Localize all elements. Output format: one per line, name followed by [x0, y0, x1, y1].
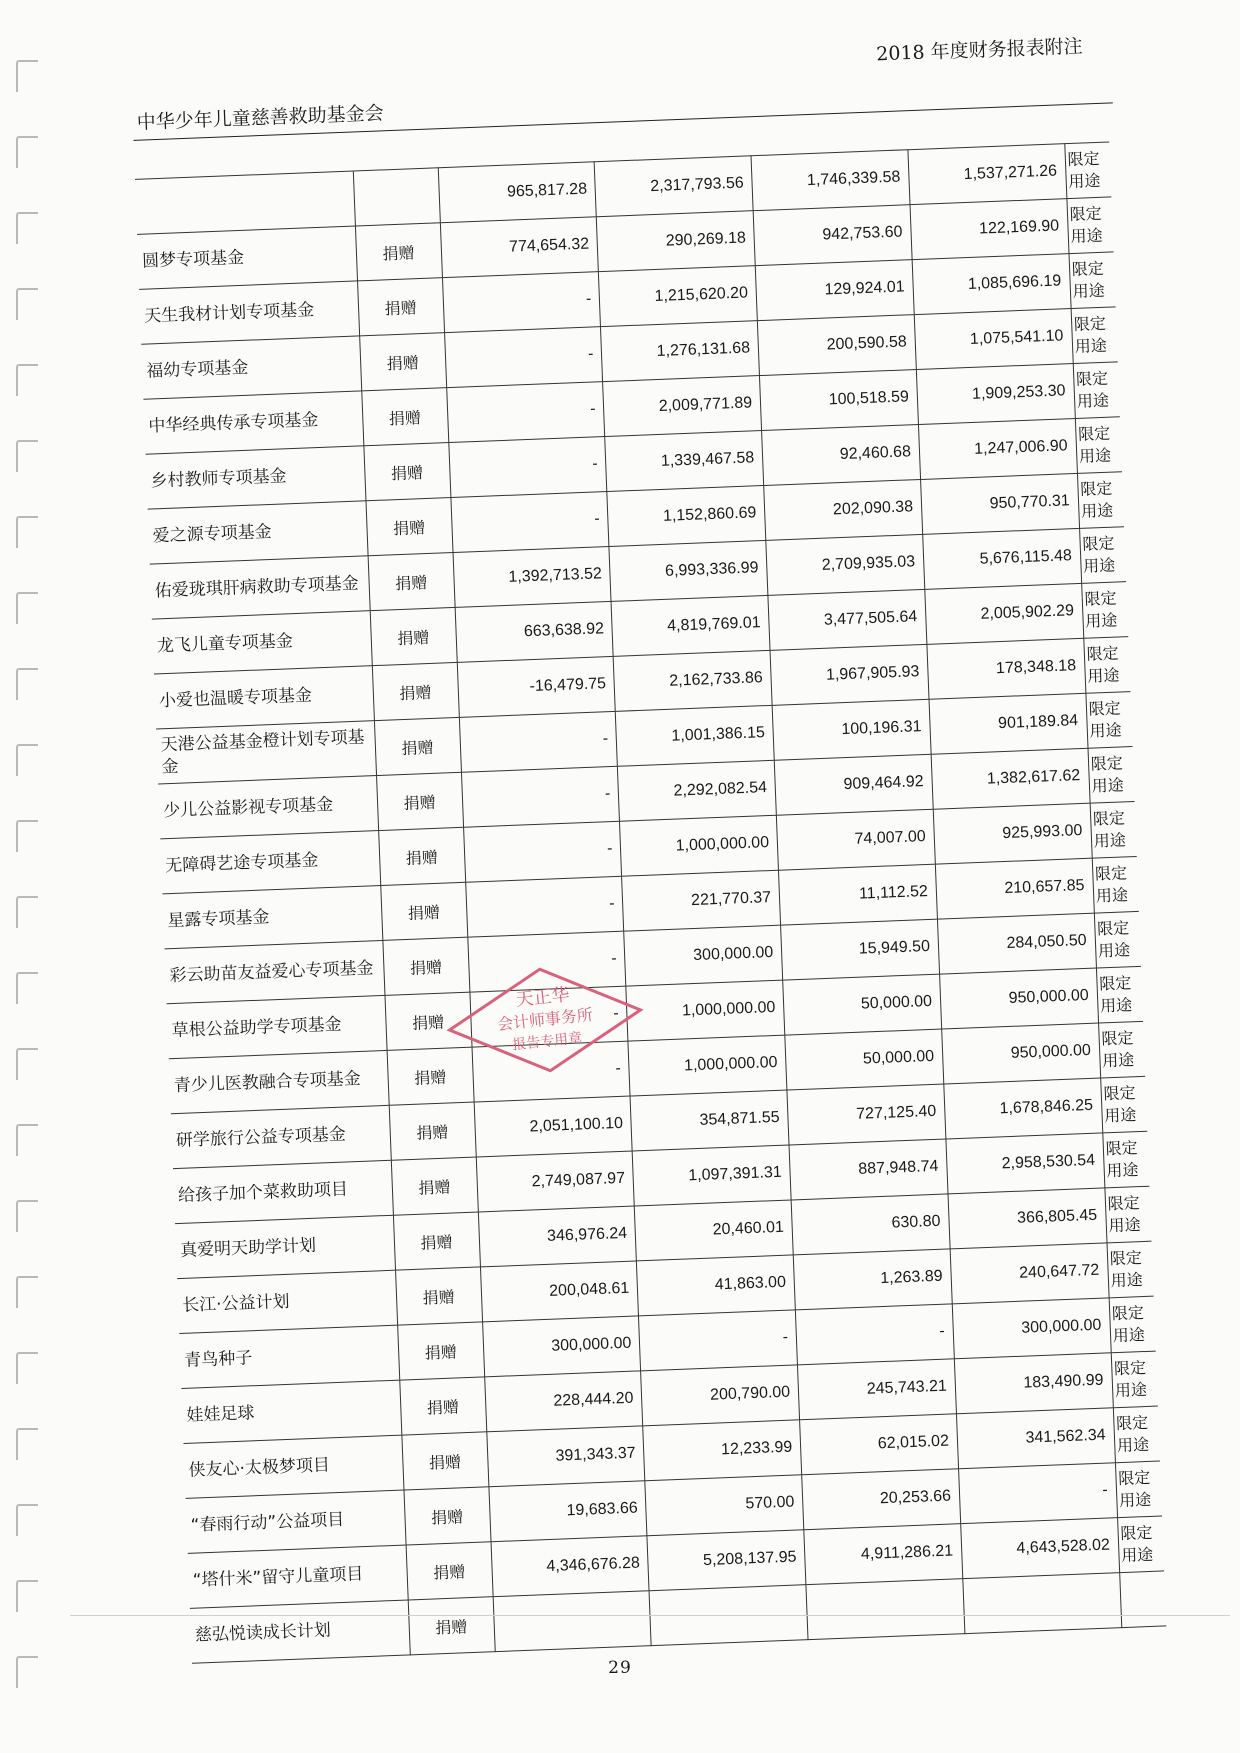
restriction-cell: 限定用途	[1100, 1076, 1147, 1133]
opening-balance-cell: -	[461, 766, 620, 827]
opening-balance-cell: -	[446, 382, 605, 443]
closing-balance-cell	[963, 1573, 1122, 1634]
opening-balance-cell: 965,817.28	[438, 162, 597, 223]
income-type-cell: 捐赠	[378, 827, 465, 885]
binding-hole	[16, 1504, 38, 1536]
restriction-cell: 限定用途	[1079, 527, 1126, 584]
decrease-cell: 15,949.50	[781, 919, 940, 980]
closing-balance-cell: -	[958, 1463, 1117, 1524]
fund-name-cell: “塔什米”留守儿童项目	[188, 1545, 408, 1608]
income-type-cell: 捐赠	[389, 1102, 476, 1160]
fund-name-cell: 青鸟种子	[179, 1325, 399, 1388]
closing-balance-cell: 366,805.45	[948, 1188, 1107, 1249]
decrease-cell: 1,263.89	[793, 1249, 952, 1310]
restriction-cell: 限定用途	[1069, 252, 1116, 309]
restriction-cell: 限定用途	[1115, 1461, 1162, 1518]
opening-balance-cell: -	[450, 492, 609, 553]
increase-cell: 2,009,771.89	[603, 376, 762, 437]
decrease-cell: 62,015.02	[800, 1414, 959, 1475]
fund-name-cell: 星露专项基金	[162, 886, 382, 949]
decrease-cell: 74,007.00	[776, 809, 935, 870]
restriction-cell: 限定用途	[1094, 911, 1141, 968]
seal-line-1: 天正华	[514, 984, 571, 1011]
fund-name-cell	[135, 171, 355, 234]
restriction-cell: 限定用途	[1083, 637, 1130, 694]
income-type-cell: 捐赠	[382, 937, 469, 995]
increase-cell: 20,460.01	[635, 1200, 794, 1261]
decrease-cell: 909,464.92	[774, 754, 933, 815]
seal-line-3: 报告专用章	[511, 1030, 583, 1054]
income-type-cell: 捐赠	[391, 1157, 478, 1215]
fund-name-cell: 小爱也温暖专项基金	[154, 666, 374, 729]
fund-name-cell: 天生我材计划专项基金	[139, 281, 359, 344]
decrease-cell: 200,590.58	[757, 315, 916, 376]
footer-divider	[70, 1615, 1230, 1616]
restriction-cell: 限定用途	[1086, 692, 1133, 749]
accounting-firm-seal	[440, 955, 650, 1085]
fund-name-cell: 福幼专项基金	[141, 336, 361, 399]
fund-name-cell: 龙飞儿童专项基金	[152, 611, 372, 674]
income-type-cell: 捐赠	[404, 1487, 491, 1545]
closing-balance-cell: 1,075,541.10	[914, 309, 1073, 370]
increase-cell: 1,000,000.00	[628, 1035, 787, 1096]
income-type-cell: 捐赠	[355, 223, 442, 281]
fund-name-cell: 爱之源专项基金	[148, 501, 368, 564]
opening-balance-cell: 19,683.66	[488, 1481, 647, 1542]
page-header	[130, 12, 1113, 141]
increase-cell: 12,233.99	[643, 1420, 802, 1481]
increase-cell: 1,215,620.20	[599, 266, 758, 327]
decrease-cell: 1,967,905.93	[770, 644, 929, 705]
fund-name-cell: 研学旅行公益专项基金	[171, 1105, 391, 1168]
decrease-cell: 11,112.52	[779, 864, 938, 925]
closing-balance-cell: 183,490.99	[954, 1353, 1113, 1414]
binding-hole	[16, 592, 38, 624]
restriction-cell: 限定用途	[1098, 1021, 1145, 1078]
fund-table	[135, 141, 1166, 1663]
increase-cell: 4,819,769.01	[611, 595, 770, 656]
income-type-cell: 捐赠	[366, 498, 453, 556]
closing-balance-cell: 300,000.00	[952, 1298, 1111, 1359]
closing-balance-cell: 2,958,530.54	[946, 1133, 1105, 1194]
opening-balance-cell: -	[442, 272, 601, 333]
decrease-cell: 727,125.40	[787, 1084, 946, 1145]
income-type-cell: 捐赠	[393, 1212, 480, 1270]
decrease-cell: 92,460.68	[762, 425, 921, 486]
fund-name-cell: 侠友心·太极梦项目	[184, 1435, 404, 1498]
decrease-cell: 100,196.31	[772, 699, 931, 760]
income-type-cell: 捐赠	[395, 1267, 482, 1325]
increase-cell: 1,001,386.15	[616, 705, 775, 766]
income-type-cell: 捐赠	[357, 278, 444, 336]
income-type-cell: 捐赠	[399, 1377, 486, 1435]
binding-hole	[16, 1276, 38, 1308]
income-type-cell: 捐赠	[372, 662, 459, 720]
opening-balance-cell: 1,392,713.52	[453, 546, 612, 607]
increase-cell: 1,276,131.68	[601, 321, 760, 382]
income-type-cell: 捐赠	[380, 882, 467, 940]
income-type-cell: 捐赠	[368, 552, 455, 610]
closing-balance-cell: 1,247,006.90	[918, 418, 1077, 479]
decrease-cell: -	[795, 1304, 954, 1365]
increase-cell: 290,269.18	[597, 211, 756, 272]
binding-hole	[16, 364, 38, 396]
binding-hole	[16, 288, 38, 320]
increase-cell: 1,000,000.00	[626, 980, 785, 1041]
binding-hole	[16, 1580, 38, 1612]
document-body	[130, 12, 1171, 1663]
closing-balance-cell: 950,000.00	[942, 1023, 1101, 1084]
opening-balance-cell: 774,654.32	[440, 217, 599, 278]
decrease-cell: 4,911,286.21	[804, 1524, 963, 1585]
restriction-cell: 限定用途	[1088, 747, 1135, 804]
income-type-cell: 捐赠	[401, 1432, 488, 1490]
opening-balance-cell: -	[472, 1041, 631, 1102]
restriction-cell: 限定用途	[1113, 1406, 1160, 1463]
opening-balance-cell: 4,346,676.28	[491, 1536, 650, 1597]
increase-cell: 354,871.55	[630, 1090, 789, 1151]
fund-name-cell: 少儿公益影视专项基金	[158, 776, 378, 839]
opening-balance-cell: -	[459, 711, 618, 772]
income-type-cell: 捐赠	[397, 1322, 484, 1380]
fund-name-cell: 无障碍艺途专项基金	[160, 831, 380, 894]
restriction-cell: 限定用途	[1105, 1186, 1152, 1243]
closing-balance-cell: 284,050.50	[937, 913, 1096, 974]
income-type-cell: 捐赠	[406, 1542, 493, 1600]
decrease-cell: 245,743.21	[798, 1359, 957, 1420]
binding-hole	[16, 744, 38, 776]
restriction-cell: 限定用途	[1107, 1241, 1154, 1298]
decrease-cell: 202,090.38	[764, 479, 923, 540]
fund-name-cell: 长江·公益计划	[177, 1270, 397, 1333]
binding-hole	[16, 668, 38, 700]
opening-balance-cell: 2,051,100.10	[474, 1096, 633, 1157]
income-type-cell: 捐赠	[370, 607, 457, 665]
decrease-cell: 942,753.60	[753, 205, 912, 266]
fund-name-cell: “春雨行动”公益项目	[186, 1490, 406, 1553]
income-type-cell: 捐赠	[385, 992, 472, 1050]
restriction-cell: 限定用途	[1075, 417, 1122, 474]
closing-balance-cell: 950,770.31	[920, 473, 1079, 534]
closing-balance-cell: 341,562.34	[956, 1408, 1115, 1469]
binding-margin	[0, 0, 70, 1753]
binding-hole	[16, 1352, 38, 1384]
decrease-cell: 887,948.74	[789, 1139, 948, 1200]
restriction-cell: 限定用途	[1096, 966, 1143, 1023]
income-type-cell: 捐赠	[387, 1047, 474, 1105]
restriction-cell: 限定用途	[1117, 1516, 1164, 1573]
closing-balance-cell: 178,348.18	[927, 638, 1086, 699]
binding-hole	[16, 972, 38, 1004]
closing-balance-cell: 210,657.85	[935, 858, 1094, 919]
opening-balance-cell: -	[448, 437, 607, 498]
closing-balance-cell: 1,382,617.62	[931, 748, 1090, 809]
restriction-cell: 限定用途	[1067, 197, 1114, 254]
binding-hole	[16, 1048, 38, 1080]
opening-balance-cell: -	[467, 931, 626, 992]
restriction-cell: 限定用途	[1090, 801, 1137, 858]
income-type-cell	[353, 168, 440, 226]
page-footer	[0, 1658, 1240, 1678]
binding-hole	[16, 1200, 38, 1232]
closing-balance-cell: 5,676,115.48	[923, 528, 1082, 589]
organization-name: 中华少年儿童慈善救助基金会	[136, 102, 385, 134]
opening-balance-cell: 200,048.61	[480, 1261, 639, 1322]
closing-balance-cell: 2,005,902.29	[925, 583, 1084, 644]
fund-name-cell: 圆梦专项基金	[137, 226, 357, 289]
fund-name-cell: 草根公益助学专项基金	[167, 995, 387, 1058]
opening-balance-cell: 391,343.37	[486, 1426, 645, 1487]
opening-balance-cell: -	[463, 821, 622, 882]
income-type-cell: 捐赠	[359, 333, 446, 391]
binding-hole	[16, 896, 38, 928]
decrease-cell: 630.80	[791, 1194, 950, 1255]
restriction-cell	[1119, 1571, 1166, 1628]
increase-cell: 570.00	[645, 1475, 804, 1536]
increase-cell: 2,292,082.54	[618, 760, 777, 821]
fund-name-cell: 天港公益基金橙计划专项基金	[156, 721, 376, 784]
restriction-cell: 限定用途	[1111, 1351, 1158, 1408]
decrease-cell: 129,924.01	[755, 260, 914, 321]
fund-name-cell: 佑爱珑琪肝病救助专项基金	[150, 556, 370, 619]
binding-hole	[16, 516, 38, 548]
restriction-cell: 限定用途	[1073, 362, 1120, 419]
closing-balance-cell: 1,537,271.26	[908, 144, 1067, 205]
closing-balance-cell: 901,189.84	[929, 693, 1088, 754]
increase-cell: 6,993,336.99	[609, 540, 768, 601]
increase-cell: 200,790.00	[641, 1365, 800, 1426]
binding-hole	[16, 136, 38, 168]
binding-hole	[16, 1428, 38, 1460]
increase-cell: 1,097,391.31	[632, 1145, 791, 1206]
restriction-cell: 限定用途	[1077, 472, 1124, 529]
page-number: 29	[608, 1658, 632, 1678]
binding-hole	[16, 820, 38, 852]
fund-name-cell: 乡村教师专项基金	[146, 446, 366, 509]
increase-cell: -	[639, 1310, 798, 1371]
decrease-cell	[806, 1579, 965, 1640]
fund-name-cell: 娃娃足球	[181, 1380, 401, 1443]
income-type-cell: 捐赠	[363, 443, 450, 501]
closing-balance-cell: 1,085,696.19	[912, 254, 1071, 315]
report-title: 2018 年度财务报表附注	[875, 35, 1083, 66]
closing-balance-cell: 4,643,528.02	[961, 1518, 1120, 1579]
decrease-cell: 50,000.00	[783, 974, 942, 1035]
increase-cell: 1,339,467.58	[605, 431, 764, 492]
closing-balance-cell: 122,169.90	[910, 199, 1069, 260]
restriction-cell: 限定用途	[1109, 1296, 1156, 1353]
fund-name-cell: 彩云助苗友益爱心专项基金	[165, 940, 385, 1003]
income-type-cell: 捐赠	[408, 1597, 495, 1655]
fund-name-cell: 慈弘悦读成长计划	[190, 1600, 410, 1663]
fund-name-cell: 真爱明天助学计划	[175, 1215, 395, 1278]
opening-balance-cell: 300,000.00	[482, 1316, 641, 1377]
opening-balance-cell: -	[444, 327, 603, 388]
binding-hole	[16, 212, 38, 244]
binding-hole	[16, 1124, 38, 1156]
closing-balance-cell: 950,000.00	[939, 968, 1098, 1029]
income-type-cell: 捐赠	[374, 717, 461, 775]
restriction-cell: 限定用途	[1102, 1131, 1149, 1188]
income-type-cell: 捐赠	[376, 772, 463, 830]
increase-cell: 221,770.37	[622, 870, 781, 931]
decrease-cell: 3,477,505.64	[768, 589, 927, 650]
restriction-cell: 限定用途	[1081, 582, 1128, 639]
increase-cell: 1,152,860.69	[607, 485, 766, 546]
increase-cell: 300,000.00	[624, 925, 783, 986]
increase-cell: 1,000,000.00	[620, 815, 779, 876]
opening-balance-cell: 663,638.92	[455, 601, 614, 662]
closing-balance-cell: 240,647.72	[950, 1243, 1109, 1304]
opening-balance-cell: -16,479.75	[457, 656, 616, 717]
opening-balance-cell	[493, 1591, 652, 1652]
opening-balance-cell: 346,976.24	[478, 1206, 637, 1267]
closing-balance-cell: 1,678,846.25	[944, 1078, 1103, 1139]
increase-cell: 41,863.00	[637, 1255, 796, 1316]
closing-balance-cell: 925,993.00	[933, 803, 1092, 864]
increase-cell: 2,162,733.86	[613, 650, 772, 711]
opening-balance-cell: -	[469, 986, 628, 1047]
restriction-cell: 限定用途	[1092, 856, 1139, 913]
income-type-cell: 捐赠	[361, 388, 448, 446]
decrease-cell: 1,746,339.58	[751, 150, 910, 211]
opening-balance-cell: -	[465, 876, 624, 937]
restriction-cell: 限定用途	[1071, 307, 1118, 364]
binding-hole	[16, 60, 38, 92]
fund-name-cell: 中华经典传承专项基金	[143, 391, 363, 454]
seal-line-2: 会计师事务所	[496, 1005, 594, 1034]
binding-hole	[16, 440, 38, 472]
fund-name-cell: 给孩子加个菜救助项目	[173, 1160, 393, 1223]
decrease-cell: 2,709,935.03	[766, 534, 925, 595]
decrease-cell: 50,000.00	[785, 1029, 944, 1090]
decrease-cell: 20,253.66	[802, 1469, 961, 1530]
opening-balance-cell: 228,444.20	[484, 1371, 643, 1432]
decrease-cell: 100,518.59	[760, 370, 919, 431]
restriction-cell: 限定用途	[1064, 142, 1111, 199]
increase-cell: 2,317,793.56	[594, 156, 753, 217]
increase-cell: 5,208,137.95	[647, 1530, 806, 1591]
closing-balance-cell: 1,909,253.30	[916, 364, 1075, 425]
fund-name-cell: 青少儿医教融合专项基金	[169, 1050, 389, 1113]
opening-balance-cell: 2,749,087.97	[476, 1151, 635, 1212]
